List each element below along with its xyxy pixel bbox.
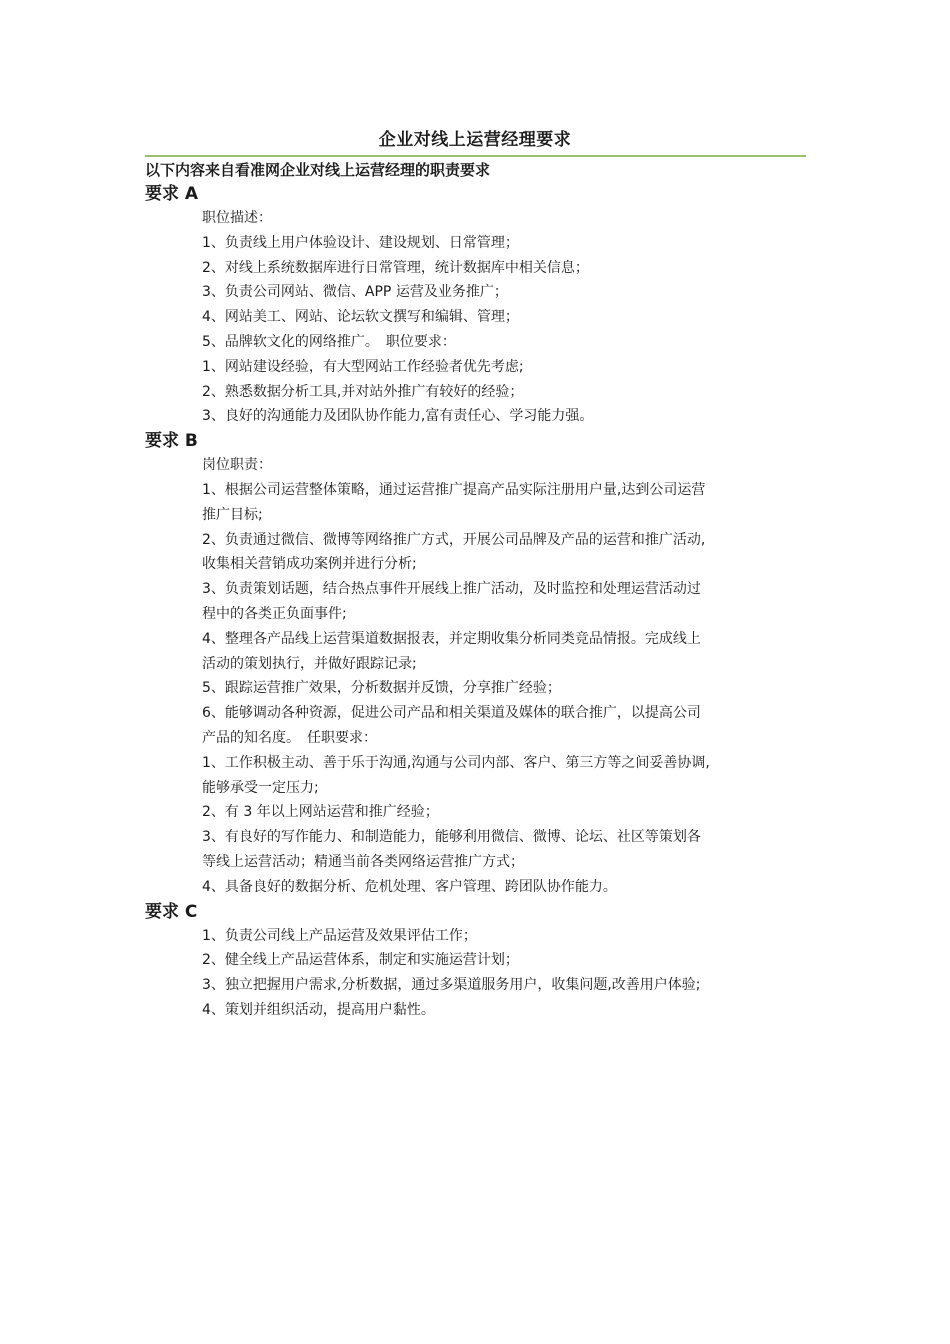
section-line: 职位描述：	[202, 210, 272, 226]
section-line: 5、跟踪运营推广效果，分析数据并反馈，分享推广经验；	[202, 680, 561, 697]
section-line: 岗位职责：	[202, 457, 272, 474]
section-line: 4、具备良好的数据分析、危机处理、客户管理、跨团队协作能力。	[202, 878, 617, 895]
section-line: 3、有良好的写作能力、和制造能力，能够利用微信、微博、论坛、社区等策划各	[202, 829, 701, 846]
section-line: 3、独立把握用户需求,分析数据，通过多渠道服务用户，收集问题,改善用户体验;	[202, 977, 701, 994]
section-line: 4、策划并组织活动，提高用户黏性。	[202, 1001, 435, 1018]
requirements-content	[145, 182, 810, 1023]
section-line: 1、根据公司运营整体策略，通过运营推广提高产品实际注册用户量,达到公司运营	[202, 481, 706, 498]
section-line: 能够承受一定压力;	[202, 779, 319, 796]
document-title: 企业对线上运营经理要求	[378, 130, 572, 150]
section-line: 3、负责策划话题，结合热点事件开展线上推广活动，及时监控和处理运营活动过	[202, 581, 701, 598]
section-line: 2、熟悉数据分析工具,并对站外推广有较好的经验；	[202, 383, 524, 400]
section-line: 4、网站美工、网站、论坛软文撰写和编辑、管理；	[202, 309, 519, 326]
section-line: 3、良好的沟通能力及团队协作能力,富有责任心、学习能力强。	[202, 408, 594, 425]
section-body	[202, 924, 812, 1023]
section-line: 1、网站建设经验，有大型网站工作经验者优先考虑;	[202, 358, 524, 375]
section-line: 等线上运营活动；精通当前各类网络运营推广方式；	[202, 853, 524, 870]
requirement-section-c	[145, 900, 810, 1023]
section-heading: 要求 A	[145, 184, 199, 204]
section-line: 5、品牌软文化的网络推广。 职位要求：	[202, 333, 456, 350]
document-subtitle: 以下内容来自看准网企业对线上运营经理的职责要求	[145, 161, 491, 179]
section-line: 产品的知名度。 任职要求：	[202, 729, 377, 746]
section-line: 1、负责线上用户体验设计、建设规划、日常管理；	[202, 234, 519, 251]
section-line: 4、整理各产品线上运营渠道数据报表，并定期收集分析同类竞品情报。完成线上	[202, 630, 701, 647]
requirement-section-b	[145, 429, 810, 899]
title-divider	[145, 155, 806, 157]
section-heading: 要求 C	[145, 901, 198, 922]
section-line: 2、对线上系统数据库进行日常管理，统计数据库中相关信息；	[202, 259, 589, 276]
section-line: 2、有 3 年以上网站运营和推广经验；	[202, 804, 439, 821]
section-heading: 要求 B	[145, 431, 198, 452]
section-line: 推广目标;	[202, 506, 263, 523]
section-line: 程中的各类正负面事件;	[202, 605, 347, 622]
section-line: 活动的策划执行，并做好跟踪记录;	[202, 655, 417, 672]
section-line: 2、负责通过微信、微博等网络推广方式，开展公司品牌及产品的运营和推广活动,	[202, 531, 706, 548]
section-body	[202, 453, 812, 899]
section-line: 2、健全线上产品运营体系，制定和实施运营计划；	[202, 952, 519, 969]
requirement-section-a	[145, 182, 810, 429]
section-line: 3、负责公司网站、微信、APP 运营及业务推广；	[202, 284, 508, 301]
section-body	[202, 206, 812, 429]
section-line: 1、负责公司线上产品运营及效果评估工作；	[202, 927, 477, 944]
section-line: 1、工作积极主动、善于乐于沟通,沟通与公司内部、客户、第三方等之间妥善协调,	[202, 754, 710, 771]
section-line: 6、能够调动各种资源，促进公司产品和相关渠道及媒体的联合推广，以提高公司	[202, 705, 701, 722]
section-line: 收集相关营销成功案例并进行分析;	[202, 556, 417, 573]
